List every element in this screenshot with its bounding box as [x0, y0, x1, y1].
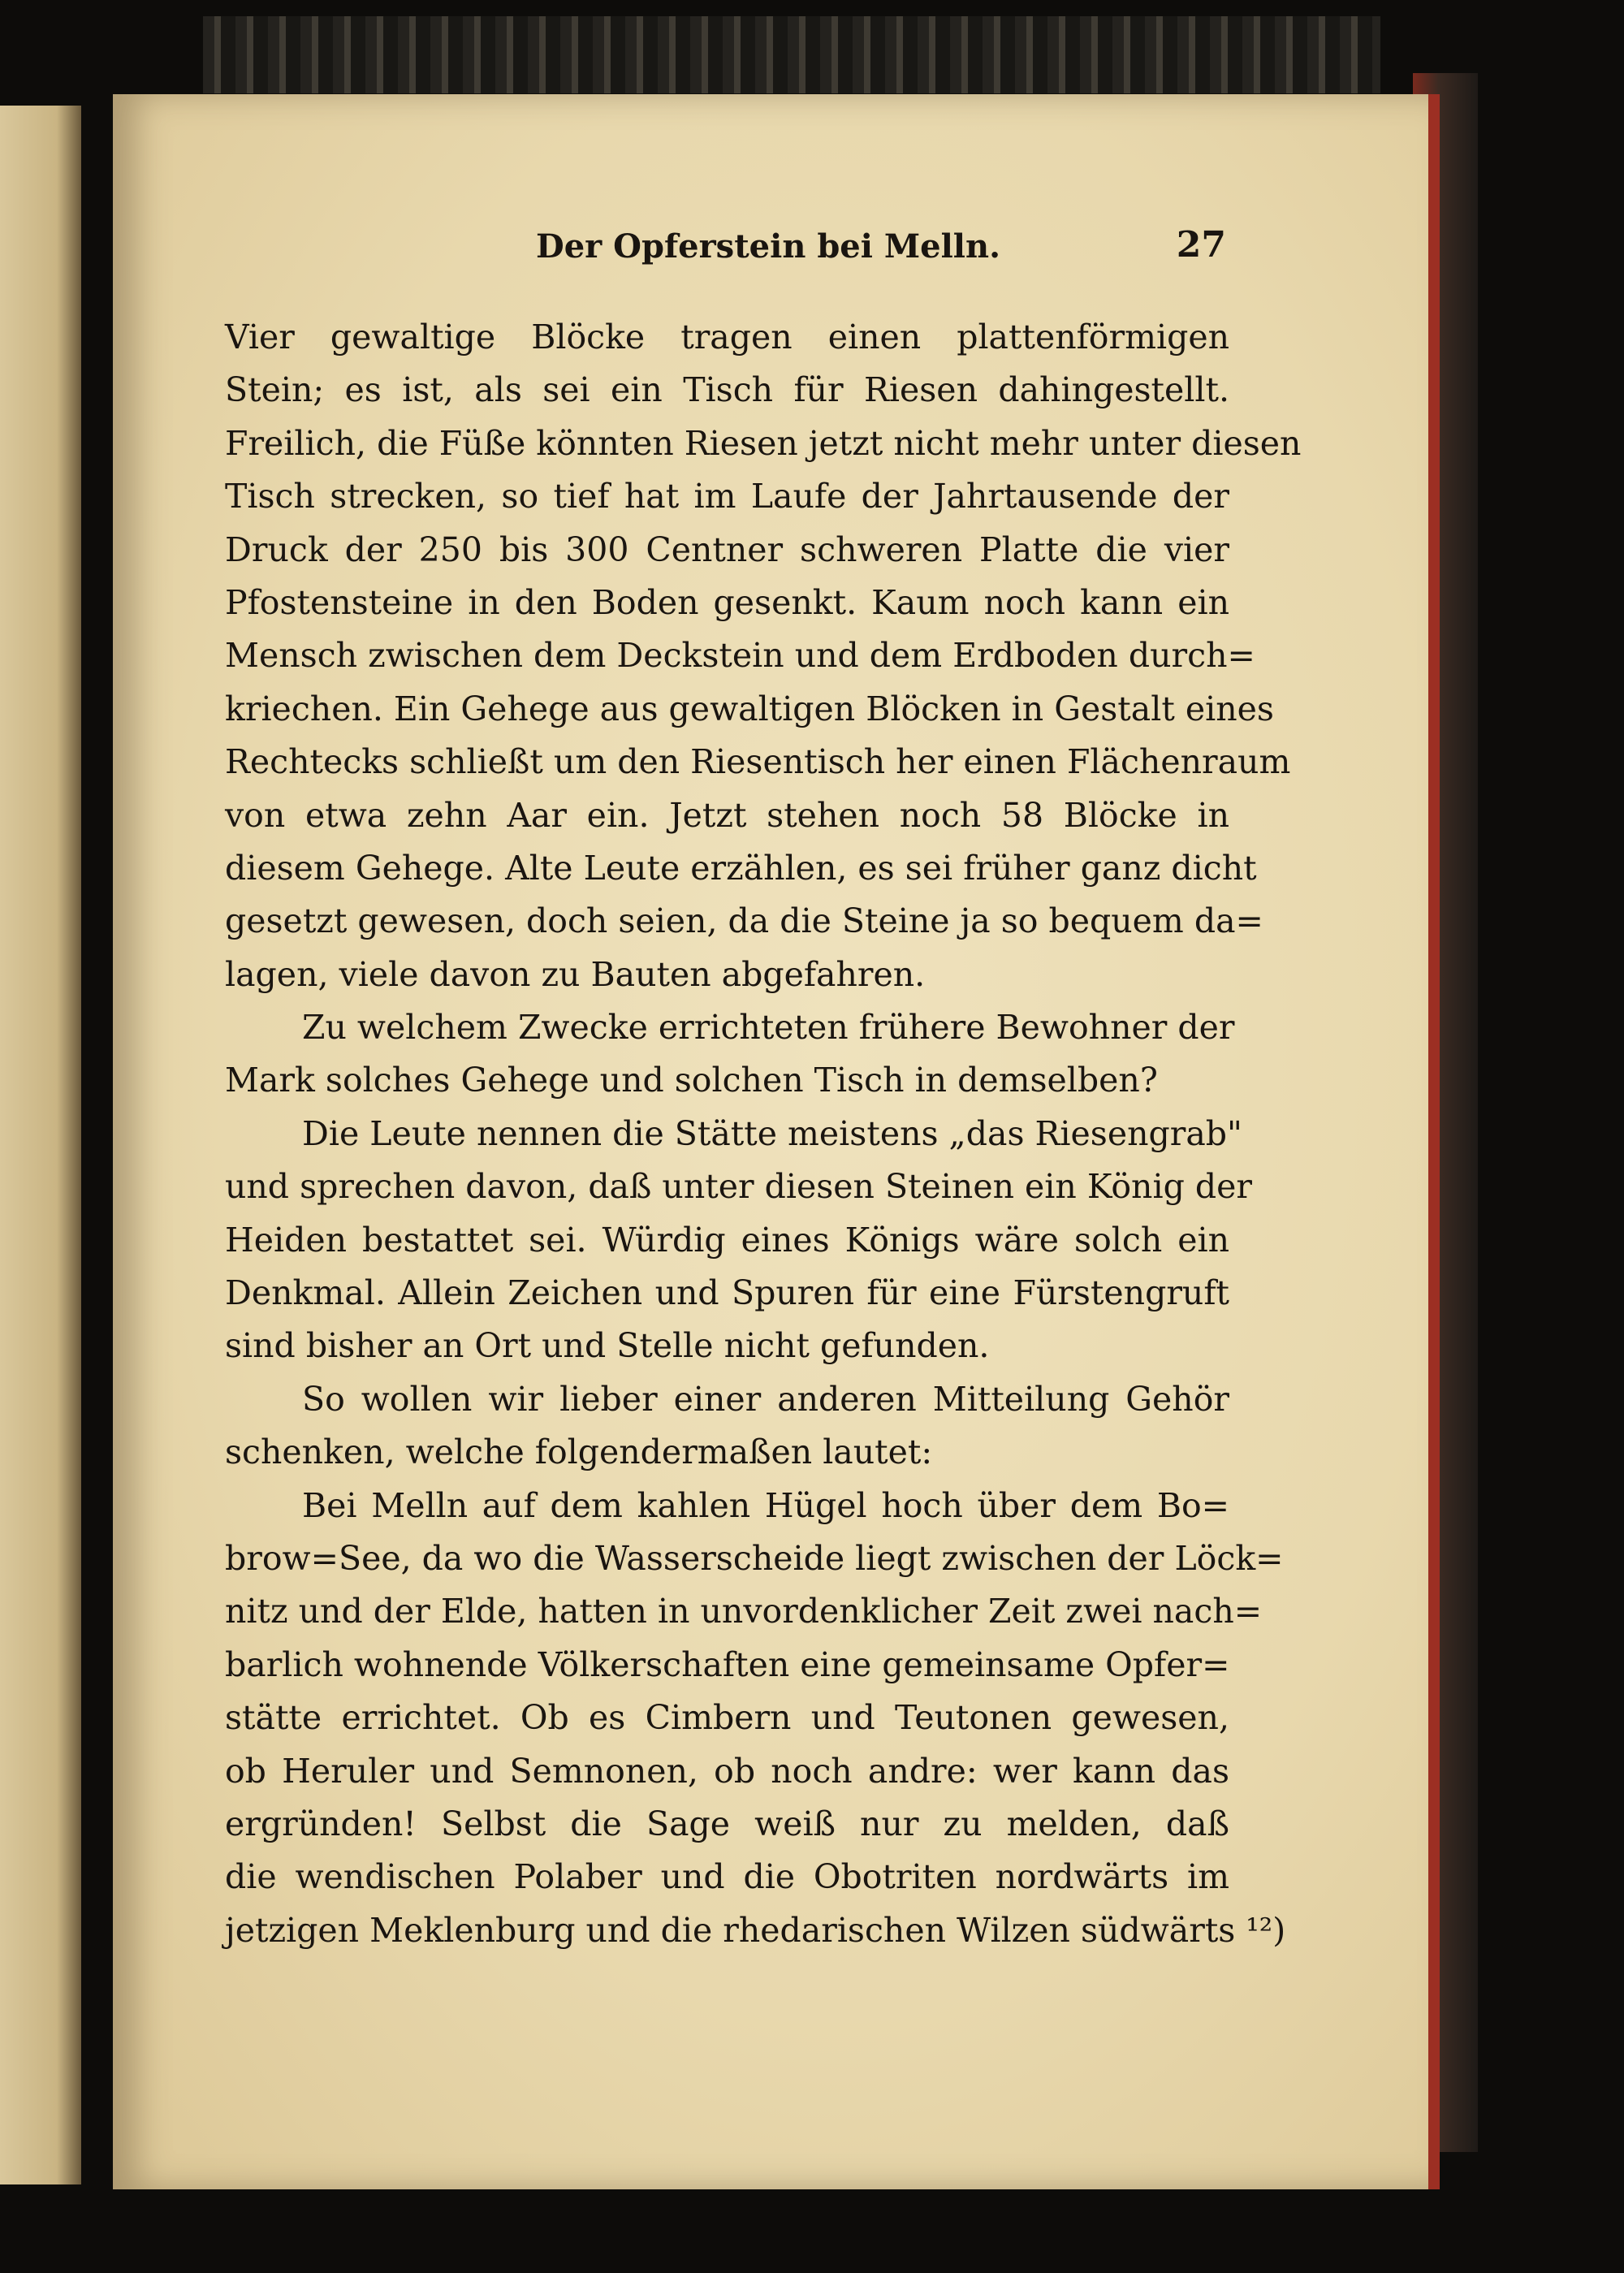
text-line: und sprechen davon, daß unter diesen Steinen ein König der	[225, 1167, 1252, 1207]
text-line: nitz und der Elde, hatten in unvordenklicher Zeit zwei nach=	[225, 1592, 1263, 1631]
text-line: Heiden bestattet sei. Würdig eines Königs wäre solch ein	[225, 1220, 1229, 1260]
text-line: stätte errichtet. Ob es Cimbern und Teutonen gewesen,	[225, 1698, 1229, 1738]
text-line: Bei Melln auf dem kahlen Hügel hoch über dem Bo=	[302, 1485, 1229, 1525]
text-line: jetzigen Meklenburg und die rhedarischen Wilzen südwärts ¹²)	[225, 1910, 1286, 1950]
text-line: So wollen wir lieber einer anderen Mitteilung Gehör	[302, 1379, 1229, 1419]
text-line: Rechtecks schließt um den Riesentisch her einen Flächenraum	[225, 742, 1291, 782]
text-line: die wendischen Polaber und die Obotriten nordwärts im	[225, 1857, 1229, 1897]
text-line: Druck der 250 bis 300 Centner schweren Platte die vier	[225, 529, 1229, 569]
text-line: lagen, viele davon zu Bauten abgefahren.	[225, 954, 926, 994]
text-line: Tisch strecken, so tief hat im Laufe der Jahrtausende der	[225, 477, 1229, 516]
left-page-edge	[0, 106, 81, 2184]
text-line: Die Leute nennen die Stätte meistens „das Riesengrab"	[302, 1113, 1242, 1153]
book-spine-top	[203, 16, 1380, 93]
text-line: schenken, welche folgendermaßen lautet:	[225, 1433, 933, 1472]
text-line: gesetzt gewesen, doch seien, da die Steine ja so bequem da=	[225, 901, 1263, 941]
text-line: Mensch zwischen dem Deckstein und dem Erdboden durch=	[225, 636, 1255, 676]
text-line: sind bisher an Ort und Stelle nicht gefunden.	[225, 1326, 990, 1366]
body-text	[225, 311, 1302, 1957]
text-line: brow=See, da wo die Wasserscheide liegt zwischen der Löck=	[225, 1538, 1284, 1578]
text-line: Stein; es ist, als sei ein Tisch für Riesen dahingestellt.	[225, 370, 1229, 410]
text-line: diesem Gehege. Alte Leute erzählen, es sei früher ganz dicht	[225, 848, 1257, 888]
running-title: Der Opferstein bei Melln.	[536, 227, 1000, 266]
text-line: Freilich, die Füße könnten Riesen jetzt nicht mehr unter diesen	[225, 423, 1302, 463]
text-line: von etwa zehn Aar ein. Jetzt stehen noch 58 Blöcke in	[225, 795, 1229, 835]
text-line: Mark solches Gehege und solchen Tisch in demselben?	[225, 1061, 1158, 1100]
text-line: kriechen. Ein Gehege aus gewaltigen Blöcken in Gestalt eines	[225, 689, 1274, 728]
running-header	[422, 219, 1226, 276]
text-line: ob Heruler und Semnonen, ob noch andre: wer kann das	[225, 1751, 1229, 1791]
text-line: Pfostensteine in den Boden gesenkt. Kaum noch kann ein	[225, 582, 1229, 622]
text-line: ergründen! Selbst die Sage weiß nur zu melden, daß	[225, 1804, 1229, 1843]
page-number: 27	[1176, 224, 1226, 266]
text-line: Zu welchem Zwecke errichteten frühere Bewohner der	[302, 1008, 1235, 1048]
text-line: barlich wohnende Völkerschaften eine gemeinsame Opfer=	[225, 1644, 1230, 1684]
text-line: Denkmal. Allein Zeichen und Spuren für eine Fürstengruft	[225, 1273, 1229, 1313]
text-line: Vier gewaltige Blöcke tragen einen plattenförmigen	[225, 318, 1229, 357]
